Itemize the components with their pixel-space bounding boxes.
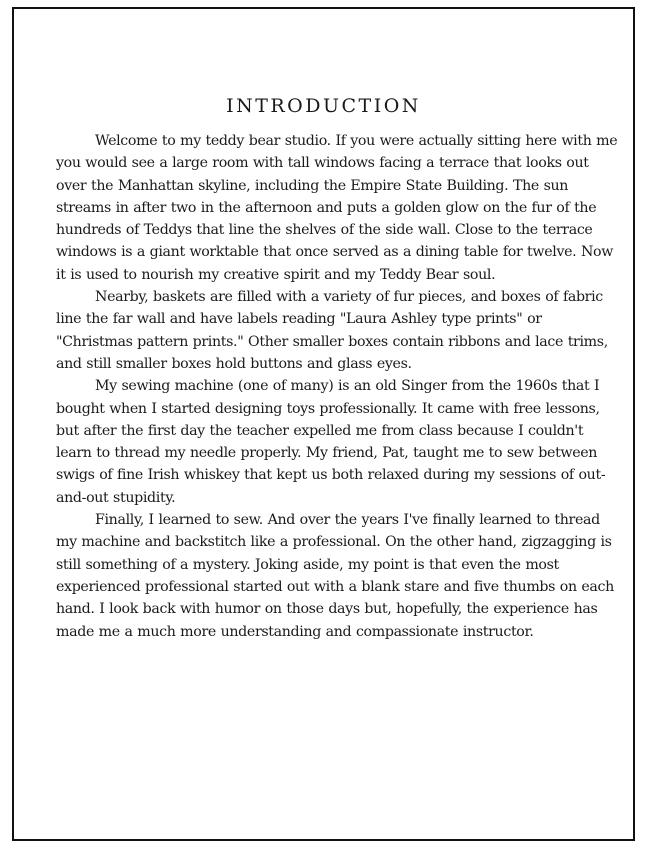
paragraph-sewing-machine: My sewing machine (one of many) is an old Singer from the 1960s that I bought when I started designing toys professionally. It came with free lessons, but after the first day the teacher expelled me from class because I couldn't learn to thread my needle properly. My friend, Pat, taught me to sew between swigs of fine Irish whiskey that kept us both relaxed during my sessions of out-and-out stupidity.: [56, 378, 606, 506]
paragraph-studio: Welcome to my teddy bear studio. If you were actually sitting here with me you would see a large room with tall windows facing a terrace that looks out over the Manhattan skyline, including the Empire State Building. The sun streams in after two in the afternoon and puts a golden glow on the fur of the hundreds of Teddys that line the shelves of the side wall. Close to the terrace windows is a giant worktable that once served as a dining table for twelve. Now it is used to nourish my creative spirit and my Teddy Bear soul.: [56, 133, 618, 283]
paragraph-baskets: Nearby, baskets are filled with a variety of fur pieces, and boxes of fabric line the far wall and have labels reading "Laura Ashley type prints" or "Christmas pattern prints." Other smaller boxes contain ribbons and lace trims, and still smaller boxes hold buttons and glass eyes.: [56, 289, 608, 372]
page-title: INTRODUCTION: [226, 95, 421, 117]
body-text: [56, 130, 621, 643]
page-frame: [12, 7, 635, 841]
paragraph-finally: Finally, I learned to sew. And over the years I've finally learned to thread my machine and backstitch like a professional. On the other hand, zigzagging is still something of a mystery. Joking aside, my point is that even the most experienced professional started out with a blank stare and five thumbs on each hand. I look back with humor on those days but, hopefully, the experience has made me a much more understanding and compassionate instructor.: [56, 512, 614, 640]
